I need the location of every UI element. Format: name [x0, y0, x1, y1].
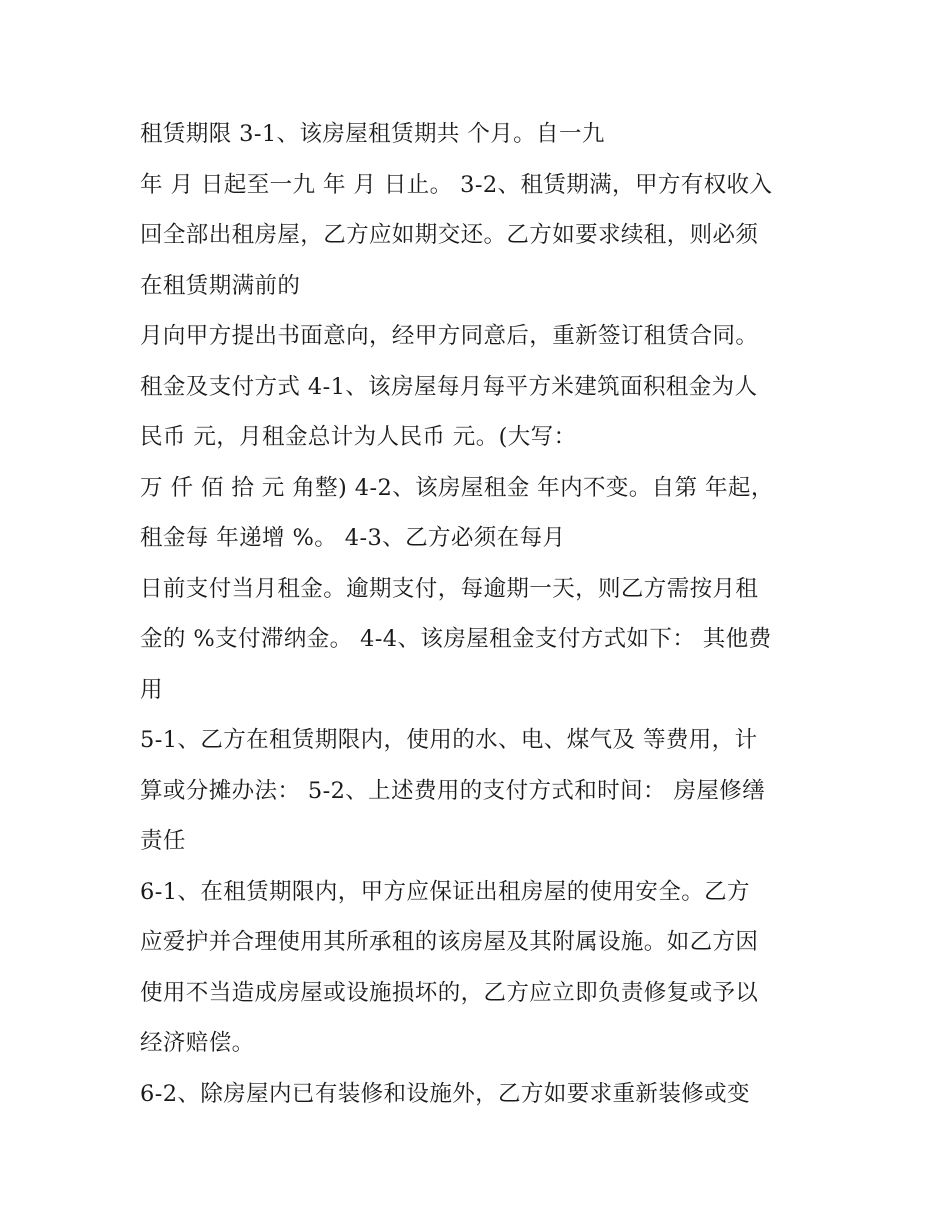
- text-line: 在租赁期满前的: [140, 272, 301, 299]
- text-line: 租赁期限 3-1、该房屋租赁期共 个月。自一九: [140, 121, 605, 147]
- text-line: 租金及支付方式 4-1、该房屋每月每平方米建筑面积租金为人: [140, 373, 758, 400]
- text-line: 6-1、在租赁期限内，甲方应保证出租房屋的使用安全。乙方: [140, 878, 750, 905]
- text-line: 年 月 日起至一九 年 月 日止。 3-2、租赁期满，甲方有权收入: [140, 171, 773, 198]
- text-line: 应爱护并合理使用其所承租的该房屋及其附属设施。如乙方因: [140, 929, 759, 955]
- text-line: 用: [140, 676, 163, 703]
- text-line: 5-1、乙方在租赁期限内，使用的水、电、煤气及 等费用，计: [140, 727, 758, 753]
- text-line: 万 仟 佰 拾 元 角整) 4-2、该房屋租金 年内不变。自第 年起，: [140, 474, 774, 501]
- text-line: 6-2、除房屋内已有装修和设施外，乙方如要求重新装修或变: [140, 1080, 750, 1107]
- text-line: 日前支付当月租金。逾期支付，每逾期一天，则乙方需按月租: [140, 575, 759, 602]
- text-line: 金的 %支付滞纳金。 4-4、该房屋租金支付方式如下： 其他费: [140, 626, 772, 652]
- text-line: 回全部出租房屋，乙方应如期交还。乙方如要求续租，则必须: [140, 222, 759, 248]
- text-line: 月向甲方提出书面意向，经甲方同意后，重新签订租赁合同。: [140, 323, 759, 349]
- text-line: 算或分摊办法： 5-2、上述费用的支付方式和时间： 房屋修缮: [140, 777, 766, 804]
- text-line: 民币 元，月租金总计为人民币 元。(大写：: [140, 424, 577, 450]
- text-line: 经济赔偿。: [140, 1030, 255, 1056]
- text-line: 责任: [140, 828, 186, 854]
- text-line: 租金每 年递增 %。 4-3、乙方必须在每月: [140, 525, 566, 551]
- text-line: 使用不当造成房屋或设施损坏的，乙方应立即负责修复或予以: [140, 979, 759, 1006]
- document-body: [140, 109, 820, 1119]
